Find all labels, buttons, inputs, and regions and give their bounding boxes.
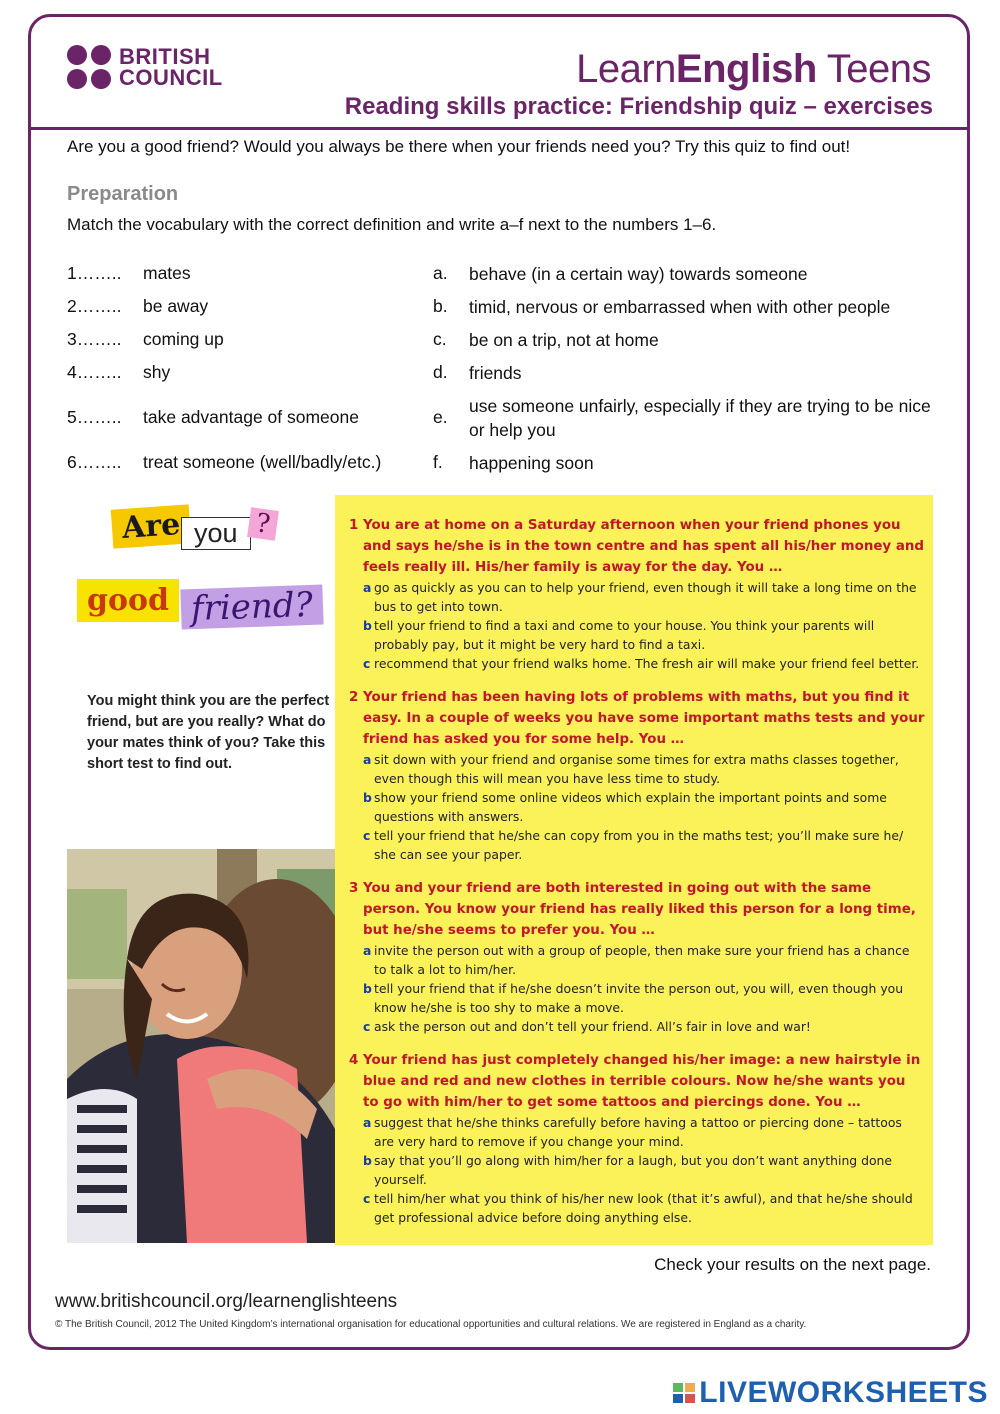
option-text: recommend that your friend walks home. The fresh air will make your friend feel better. bbox=[374, 656, 920, 671]
worksheet-frame bbox=[28, 14, 970, 1350]
intro-text: Are you a good friend? Would you always be there when your friends need you? Try this quiz to find out! bbox=[67, 137, 851, 156]
header-divider bbox=[31, 127, 967, 130]
vocab-definition: happening soon bbox=[469, 452, 594, 473]
vocab-row bbox=[67, 290, 947, 323]
definition-letter: d. bbox=[433, 362, 448, 382]
definition-letter: f. bbox=[433, 452, 443, 472]
left-column bbox=[67, 495, 335, 775]
option-letter: c bbox=[363, 1019, 371, 1034]
option-letter: a bbox=[363, 943, 372, 958]
question-number: 4 bbox=[349, 1053, 359, 1068]
option-text: tell your friend to find a taxi and come to your house. You think your parents will probably pay, but it might be very hard to find a taxi. bbox=[374, 618, 875, 652]
vocab-definition: use someone unfairly, especially if they are trying to be nice or help you bbox=[469, 395, 931, 440]
title-art-good: good bbox=[77, 579, 179, 622]
option-text: ask the person out and don’t tell your friend. All’s fair in love and war! bbox=[374, 1019, 811, 1034]
logo-line-1: BRITISH bbox=[119, 44, 211, 69]
brand-tail: Teens bbox=[816, 47, 931, 91]
vocab-number[interactable]: 5…….. bbox=[67, 407, 122, 427]
option-text: say that you’ll go along with him/her for a laugh, but you don’t want anything done yourself. bbox=[374, 1153, 893, 1187]
question-text: Your friend has just completely changed his/her image: a new hairstyle in blue and red and new clothes in terrible colours. Now he/she wants you to go with him/her to get some tattoos and piercings done. You … bbox=[363, 1053, 921, 1110]
footer-copyright: © The British Council, 2012 The United Kingdom’s international organisation for educational opportunities and cultural relations. We are registered in England as a charity. bbox=[55, 1319, 807, 1330]
british-council-logo bbox=[67, 45, 223, 89]
option-letter: a bbox=[363, 1115, 372, 1130]
watermark-text: LIVEWORKSHEETS bbox=[699, 1376, 988, 1409]
definition-letter: c. bbox=[433, 329, 447, 349]
page-title: Reading skills practice: Friendship quiz – exercises bbox=[344, 93, 933, 120]
answer-option[interactable] bbox=[363, 1017, 925, 1036]
answer-option[interactable] bbox=[363, 1151, 925, 1189]
friendship-quiz-panel bbox=[335, 495, 933, 1245]
definition-letter: b. bbox=[433, 296, 448, 316]
option-text: go as quickly as you can to help your friend, even though it will take a long time on the bus to get into town. bbox=[374, 580, 917, 614]
question-number: 3 bbox=[349, 881, 359, 896]
vocab-row bbox=[67, 389, 947, 446]
answer-option[interactable] bbox=[363, 979, 925, 1017]
question-text: Your friend has been having lots of problems with maths, but you find it easy. In a couple of weeks you have some important maths tests and your friend has asked you for some help. You … bbox=[363, 690, 925, 747]
answer-option[interactable] bbox=[363, 826, 925, 864]
vocab-definition: friends bbox=[469, 362, 522, 383]
check-results-note: Check your results on the next page. bbox=[654, 1255, 931, 1274]
answer-option[interactable] bbox=[363, 654, 925, 673]
option-text: tell your friend that he/she can copy from you in the maths test; you’ll make sure he/ she can see your paper. bbox=[374, 828, 904, 862]
option-text: show your friend some online videos which explain the important points and some questions with answers. bbox=[374, 790, 887, 824]
footer-url[interactable]: www.britishcouncil.org/learnenglishteens bbox=[55, 1291, 398, 1312]
vocab-number[interactable]: 4…….. bbox=[67, 362, 122, 382]
title-art-question-mark: ? bbox=[247, 507, 279, 541]
option-letter: b bbox=[363, 1153, 372, 1168]
liveworksheets-logo-icon bbox=[673, 1383, 695, 1403]
question-text: You are at home on a Saturday afternoon when your friend phones you and says he/she is in the town centre and has spent all his/her money and feels really ill. His/her family is away for the day. You … bbox=[363, 518, 924, 575]
question-number: 1 bbox=[349, 518, 359, 533]
vocab-number[interactable]: 2…….. bbox=[67, 296, 122, 316]
vocab-number[interactable]: 3…….. bbox=[67, 329, 122, 349]
option-letter: c bbox=[363, 656, 371, 671]
option-letter: b bbox=[363, 790, 372, 805]
definition-letter: a. bbox=[433, 263, 448, 283]
quiz-intro-blurb: You might think you are the perfect friend, but are you really? What do your mates think of you? Take this short test to find out. bbox=[87, 693, 330, 772]
question-text: You and your friend are both interested in going out with the same person. You know your friend has really liked this person for a long time, but he/she seems to prefer you. You … bbox=[363, 881, 916, 938]
answer-option[interactable] bbox=[363, 788, 925, 826]
vocab-number[interactable]: 6…….. bbox=[67, 452, 122, 472]
preparation-instruction: Match the vocabulary with the correct definition and write a–f next to the numbers 1–6. bbox=[67, 215, 717, 234]
quiz-question bbox=[349, 878, 925, 1036]
vocab-word: take advantage of someone bbox=[143, 407, 359, 427]
vocab-definition: timid, nervous or embarrassed when with other people bbox=[469, 296, 891, 317]
vocab-row bbox=[67, 356, 947, 389]
option-text: invite the person out with a group of people, then make sure your friend has a chance to talk a lot to him/her. bbox=[374, 943, 910, 977]
option-text: suggest that he/she thinks carefully before having a tattoo or piercing done – tattoos are very hard to remove if you change your mind. bbox=[374, 1115, 902, 1149]
brand-bold: English bbox=[675, 47, 817, 91]
logo-line-2: COUNCIL bbox=[119, 65, 223, 90]
title-art-you: you bbox=[181, 517, 251, 550]
title-art-are: Are bbox=[111, 504, 192, 548]
option-letter: b bbox=[363, 981, 372, 996]
answer-option[interactable] bbox=[363, 616, 925, 654]
option-letter: c bbox=[363, 1191, 371, 1206]
vocab-definition: behave (in a certain way) towards someone bbox=[469, 263, 808, 284]
quiz-question bbox=[349, 1050, 925, 1227]
quiz-title-art bbox=[67, 495, 335, 665]
option-letter: a bbox=[363, 752, 372, 767]
friends-hugging-photo bbox=[67, 849, 335, 1243]
title-art-friend: friend? bbox=[180, 585, 323, 630]
vocab-word: mates bbox=[143, 263, 191, 283]
quiz-question bbox=[349, 687, 925, 864]
vocab-row bbox=[67, 323, 947, 356]
option-letter: b bbox=[363, 618, 372, 633]
option-text: sit down with your friend and organise some times for extra maths classes together, even though this will mean you have less time to study. bbox=[374, 752, 899, 786]
answer-option[interactable] bbox=[363, 1113, 925, 1151]
brand-light: Learn bbox=[576, 47, 676, 91]
definition-letter: e. bbox=[433, 407, 448, 427]
vocab-word: coming up bbox=[143, 329, 224, 349]
vocab-word: be away bbox=[143, 296, 209, 316]
vocabulary-table bbox=[67, 257, 947, 479]
vocab-row bbox=[67, 257, 947, 290]
liveworksheets-watermark bbox=[673, 1376, 988, 1410]
vocab-word: shy bbox=[143, 362, 171, 382]
question-number: 2 bbox=[349, 690, 359, 705]
vocab-number[interactable]: 1…….. bbox=[67, 263, 122, 283]
quiz-question bbox=[349, 515, 925, 673]
option-letter: a bbox=[363, 580, 372, 595]
answer-option[interactable] bbox=[363, 941, 925, 979]
vocab-row bbox=[67, 446, 947, 479]
answer-option[interactable] bbox=[363, 750, 925, 788]
logo-dots-icon bbox=[67, 45, 111, 89]
option-text: tell him/her what you think of his/her new look (that it’s awful), and that he/she should get professional advice before doing anything else. bbox=[374, 1191, 913, 1225]
vocab-word: treat someone (well/badly/etc.) bbox=[143, 452, 382, 472]
vocab-definition: be on a trip, not at home bbox=[469, 329, 659, 350]
learnenglish-teens-brand bbox=[576, 47, 931, 92]
answer-option[interactable] bbox=[363, 1189, 925, 1227]
preparation-heading: Preparation bbox=[67, 183, 179, 205]
answer-option[interactable] bbox=[363, 578, 925, 616]
option-text: tell your friend that if he/she doesn’t invite the person out, you will, even though you know he/she is too shy to make a move. bbox=[374, 981, 904, 1015]
option-letter: c bbox=[363, 828, 371, 843]
